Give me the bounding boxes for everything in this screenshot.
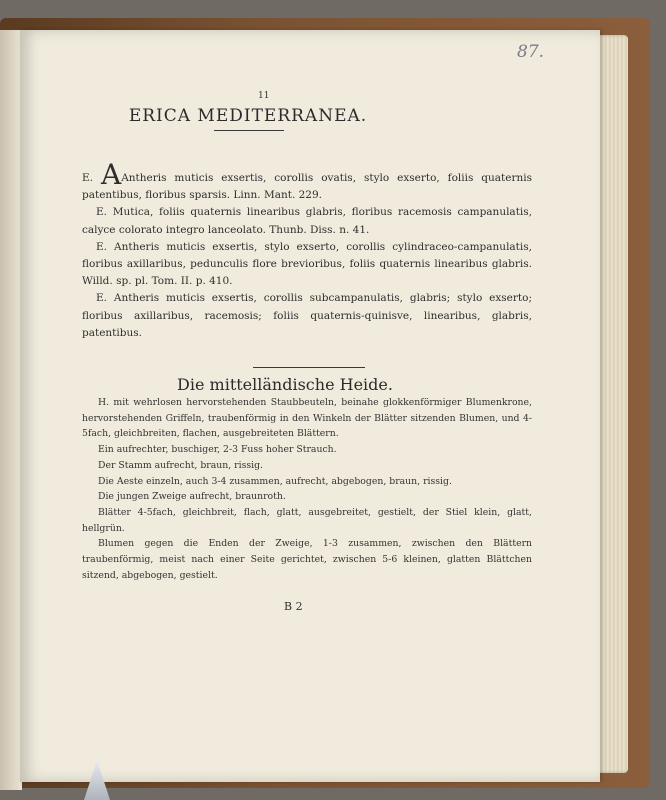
german-heading: Die mittelländische Heide. bbox=[177, 375, 393, 394]
drop-cap: A bbox=[100, 158, 122, 191]
latin-paragraph-1 bbox=[82, 158, 532, 204]
german-paragraph-7: Blumen gegen die Enden der Zweige, 1-3 zusammen, zwischen den Blättern traubenförmig, meist nach einer Seite gerichtet, zwischen 5-6 kleinen, glatten Blättchen sitzend, abgebogen, gestielt. bbox=[82, 538, 532, 581]
german-paragraph-5: Die jungen Zweige aufrecht, braunroth. bbox=[98, 491, 286, 503]
german-paragraph-3: Der Stamm aufrecht, braun, rissig. bbox=[98, 459, 264, 471]
page-number: 11 bbox=[258, 91, 270, 101]
german-paragraph-6: Blätter 4-5fach, gleichbreit, flach, glatt, ausgebreitet, gestielt, der Stiel klein, glatt, hellgrün. bbox=[82, 506, 532, 534]
german-paragraph-1: H. mit wehrlosen hervorstehenden Staubbeuteln, beinahe glokkenförmiger Blumenkrone, hervorstehenden Griffeln, traubenförmig in den Winkeln der Blätter sitzenden Blumen, und 4-5fach, gleichbreiten, flachen, ausgebreiteten Blättern. bbox=[82, 397, 532, 440]
latin-paragraph-3: E. Antheris muticis exsertis, stylo exserto, corollis cylindraceo-campanulatis, floribus axillaribus, pedunculis flore brevioribus, foliis quaternis linearibus glabris. Willd. sp. pl. Tom. II. p. 410. bbox=[82, 240, 532, 288]
german-description bbox=[82, 395, 532, 583]
page-block-edge bbox=[596, 35, 628, 773]
page-title: ERICA MEDITERRANEA. bbox=[128, 106, 368, 126]
title-divider bbox=[214, 130, 284, 131]
signature-mark: B 2 bbox=[284, 600, 303, 613]
facing-page-edge bbox=[0, 30, 22, 790]
latin-description bbox=[82, 158, 532, 342]
latin-lead: E. bbox=[82, 172, 94, 184]
german-paragraph-4: Die Aeste einzeln, auch 3-4 zusammen, aufrecht, abgebogen, braun, rissig. bbox=[98, 475, 452, 487]
german-paragraph-2: Ein aufrechter, buschiger, 2-3 Fuss hoher Strauch. bbox=[98, 444, 337, 456]
latin-paragraph-2: E. Mutica, foliis quaternis linearibus glabris, floribus racemosis campanulatis, calyce colorato integro lanceolato. Thunb. Diss. n. 41. bbox=[82, 206, 532, 236]
section-divider bbox=[253, 367, 365, 368]
handwritten-folio-number: 87. bbox=[517, 42, 545, 62]
latin-paragraph-4: E. Antheris muticis exsertis, corollis subcampanulatis, glabris; stylo exserto; floribus axillaribus, racemosis; foliis quaternis-quinisve, linearibus, glabris, patentibus. bbox=[82, 292, 532, 339]
latin-paragraph-1-text: Antheris muticis exsertis, corollis ovatis, stylo exserto, foliis quaternis patentibus, floribus sparsis. Linn. Mant. 229. bbox=[82, 172, 532, 202]
